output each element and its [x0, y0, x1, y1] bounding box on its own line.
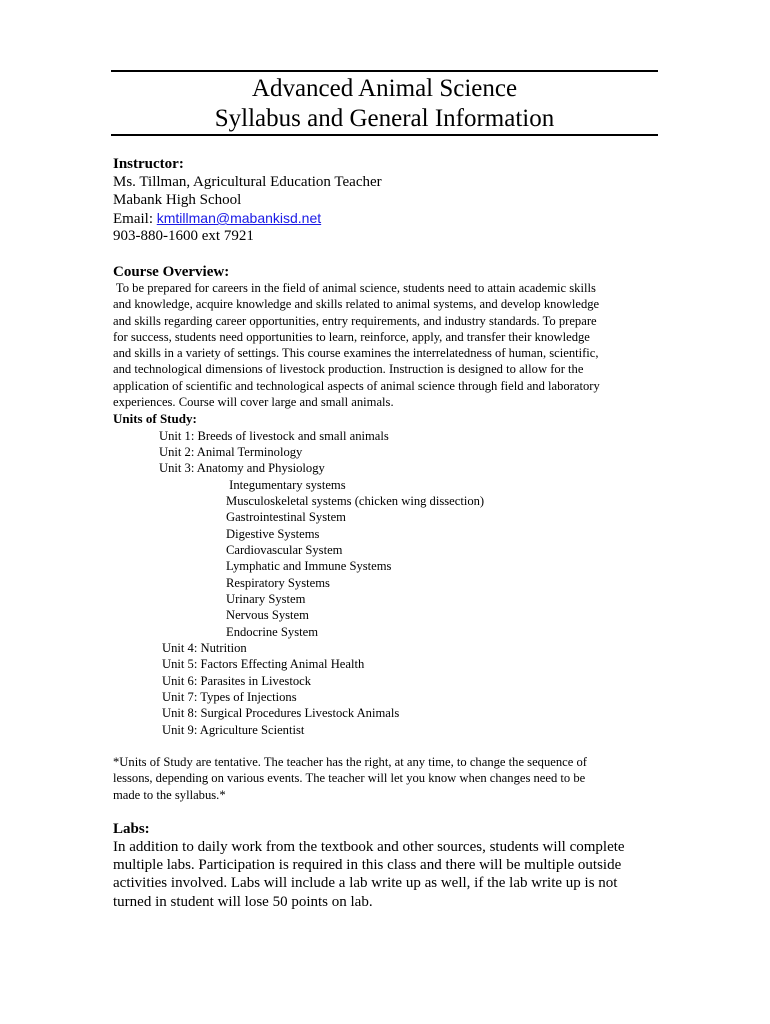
unit-5: Unit 5: Factors Effecting Animal Health	[162, 657, 365, 671]
unit-3-topic: Gastrointestinal System	[226, 510, 346, 524]
units-heading: Units of Study:	[113, 411, 197, 426]
unit-4: Unit 4: Nutrition	[162, 641, 247, 655]
unit-3-topic: Lymphatic and Immune Systems	[226, 559, 392, 573]
instructor-name: Ms. Tillman, Agricultural Education Teacher	[113, 174, 382, 190]
instructor-heading: Instructor:	[113, 156, 184, 172]
unit-7: Unit 7: Types of Injections	[162, 690, 297, 704]
overview-line: experiences. Course will cover large and small animals.	[113, 395, 394, 410]
unit-3: Unit 3: Anatomy and Physiology	[159, 461, 325, 475]
overview-line: for success, students need opportunities to learn, reinforce, apply, and transfer their knowledge	[113, 329, 590, 344]
instructor-email-line	[113, 209, 321, 228]
unit-9: Unit 9: Agriculture Scientist	[162, 723, 305, 737]
overview-line: and technological dimensions of livestock production. Instruction is designed to allow for the	[113, 362, 584, 377]
overview-line: and skills regarding career opportunities, entry requirements, and industry standards. To prepare	[113, 313, 597, 328]
labs-text	[113, 838, 658, 911]
unit-3-topic: Integumentary systems	[226, 478, 346, 492]
unit-3-topic: Urinary System	[226, 592, 306, 606]
unit-3-topic: Digestive Systems	[226, 527, 320, 541]
title-bottom-rule	[111, 134, 658, 136]
units-tentative-note	[113, 754, 658, 803]
labs-heading: Labs:	[113, 821, 150, 837]
overview-line: application of scientific and technological aspects of animal science through field and laboratory	[113, 378, 600, 393]
page-title: Advanced Animal Science	[251, 75, 518, 102]
labs-line: turned in student will lose 50 points on lab.	[113, 893, 373, 910]
overview-line: and knowledge, acquire knowledge and skills related to animal systems, and develop knowledge	[113, 297, 600, 312]
unit-6: Unit 6: Parasites in Livestock	[162, 674, 312, 688]
unit-2: Unit 2: Animal Terminology	[159, 445, 303, 459]
unit-8: Unit 8: Surgical Procedures Livestock Animals	[162, 706, 400, 720]
course-overview-text	[113, 280, 653, 410]
labs-line: multiple labs. Participation is required in this class and there will be multiple outside	[113, 857, 622, 874]
labs-line: activities involved. Labs will include a lab write up as well, if the lab write up is not	[113, 875, 618, 892]
instructor-phone: 903-880-1600 ext 7921	[113, 228, 254, 244]
instructor-school: Mabank High School	[113, 192, 242, 208]
page-subtitle: Syllabus and General Information	[214, 105, 555, 132]
title-top-rule	[111, 70, 658, 72]
labs-line: In addition to daily work from the textbook and other sources, students will complete	[113, 839, 625, 855]
unit-3-topic: Cardiovascular System	[226, 543, 343, 557]
email-link[interactable]: kmtillman@mabankisd.net	[156, 210, 322, 226]
course-overview-heading: Course Overview:	[113, 264, 230, 280]
unit-1: Unit 1: Breeds of livestock and small animals	[159, 429, 389, 443]
overview-line: and skills in a variety of settings. This course examines the interrelatedness of human, scientific,	[113, 346, 599, 361]
unit-3-topic: Respiratory Systems	[226, 576, 330, 590]
overview-line: To be prepared for careers in the field of animal science, students need to attain academic skills	[113, 281, 596, 295]
unit-3-topic: Nervous System	[226, 608, 309, 622]
unit-3-topic: Endocrine System	[226, 625, 318, 639]
note-line: *Units of Study are tentative. The teacher has the right, at any time, to change the sequence of	[113, 755, 587, 769]
note-line: made to the syllabus.*	[113, 787, 226, 802]
email-label: Email:	[113, 211, 157, 227]
unit-3-topic: Musculoskeletal systems (chicken wing dissection)	[226, 494, 485, 508]
note-line: lessons, depending on various events. The teacher will let you know when changes need to be	[113, 771, 586, 786]
